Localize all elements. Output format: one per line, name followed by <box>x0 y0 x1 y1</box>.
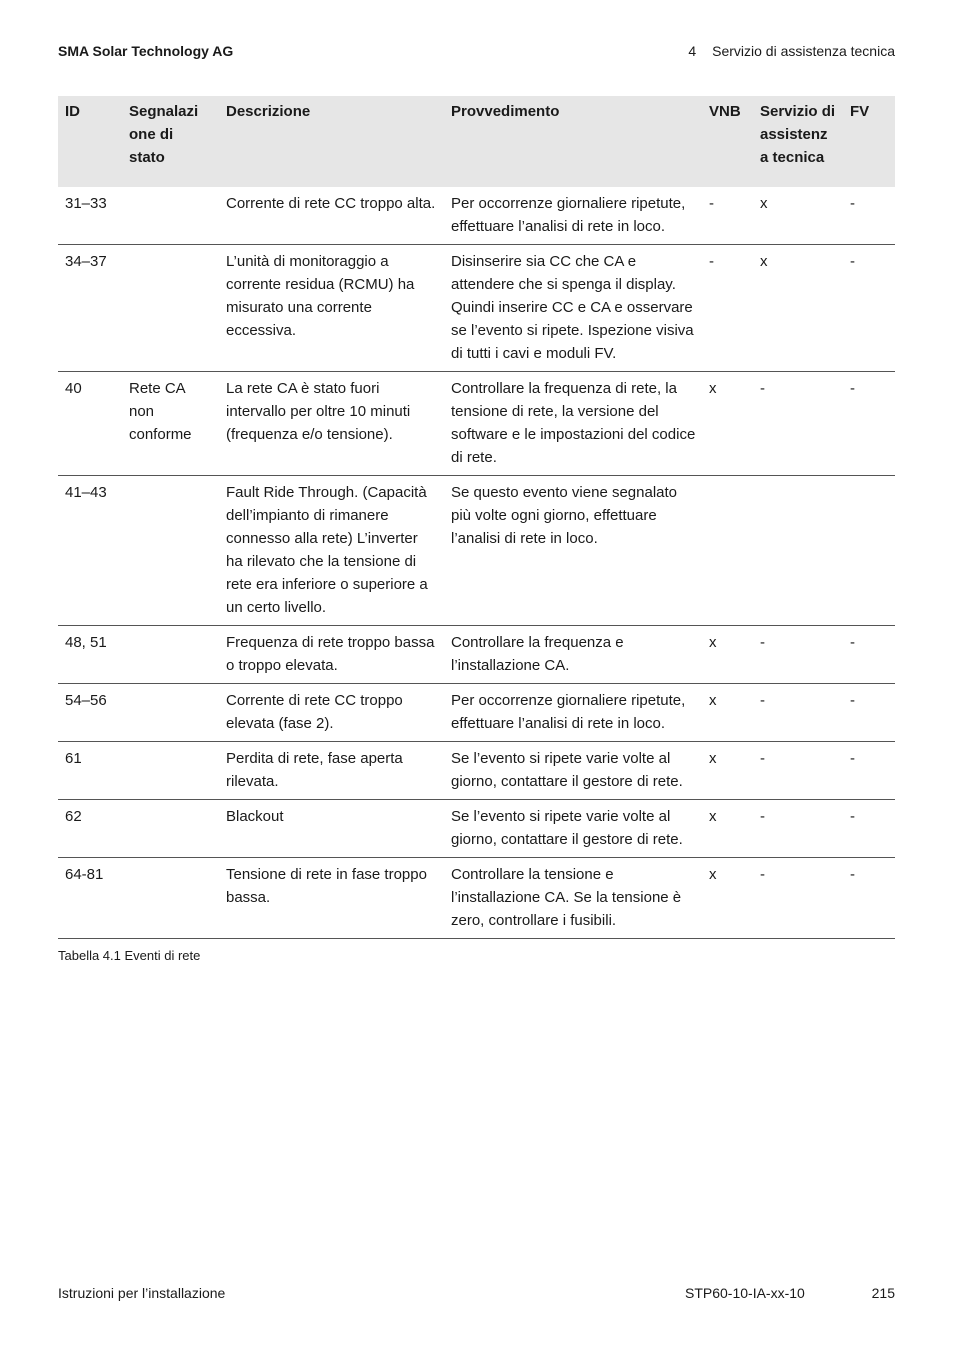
table-row <box>58 372 895 476</box>
column-header-id: ID <box>65 103 80 120</box>
cell-provvedimento: Se questo evento viene segnalato più volte ogni giorno, effettuare l’analisi di rete in loco. <box>444 476 702 626</box>
cell-servizio: - <box>753 858 843 939</box>
cell-descrizione: Perdita di rete, fase aperta rilevata. <box>219 742 444 800</box>
cell-segnalazione <box>122 245 219 372</box>
column-header-fv: FV <box>850 103 870 120</box>
cell-segnalazione: Rete CA non conforme <box>122 372 219 476</box>
cell-id: 54–56 <box>58 684 122 742</box>
cell-vnb: x <box>702 742 753 800</box>
cell-provvedimento: Per occorrenze giornaliere ripetute, effettuare l’analisi di rete in loco. <box>444 187 702 245</box>
cell-vnb: x <box>702 626 753 684</box>
cell-id: 48, 51 <box>58 626 122 684</box>
cell-fv: - <box>843 684 895 742</box>
cell-vnb: x <box>702 800 753 858</box>
table-row <box>58 800 895 858</box>
cell-vnb <box>702 476 753 626</box>
cell-servizio: - <box>753 372 843 476</box>
cell-id: 62 <box>58 800 122 858</box>
cell-provvedimento: Controllare la frequenza e l’installazione CA. <box>444 626 702 684</box>
column-header-provvedimento: Provvedimento <box>451 103 560 120</box>
cell-servizio: x <box>753 187 843 245</box>
column-header-segnalazione: Segnalazi one di stato <box>129 103 199 166</box>
cell-servizio: - <box>753 684 843 742</box>
cell-fv: - <box>843 742 895 800</box>
table-row <box>58 187 895 245</box>
cell-vnb: - <box>702 187 753 245</box>
cell-segnalazione <box>122 476 219 626</box>
cell-descrizione: Frequenza di rete troppo bassa o troppo elevata. <box>219 626 444 684</box>
table-row <box>58 684 895 742</box>
cell-servizio: x <box>753 245 843 372</box>
cell-descrizione: La rete CA è stato fuori intervallo per oltre 10 minuti (frequenza e/o tensione). <box>219 372 444 476</box>
cell-descrizione: Tensione di rete in fase troppo bassa. <box>219 858 444 939</box>
cell-provvedimento: Controllare la frequenza di rete, la tensione di rete, la versione del software e le impostazioni del codice di rete. <box>444 372 702 476</box>
footer-doc-title: Istruzioni per l’installazione <box>58 1285 226 1301</box>
cell-fv: - <box>843 187 895 245</box>
cell-fv: - <box>843 800 895 858</box>
header-section-number: 4 <box>688 43 697 59</box>
cell-id: 64-81 <box>58 858 122 939</box>
table-row <box>58 476 895 626</box>
cell-descrizione: Corrente di rete CC troppo elevata (fase 2). <box>219 684 444 742</box>
header-section-title: Servizio di assistenza tecnica <box>712 43 895 59</box>
table-caption: Tabella 4.1 Eventi di rete <box>58 948 201 963</box>
cell-fv: - <box>843 372 895 476</box>
cell-segnalazione <box>122 800 219 858</box>
cell-vnb: x <box>702 372 753 476</box>
cell-fv: - <box>843 858 895 939</box>
cell-id: 34–37 <box>58 245 122 372</box>
table-header-row <box>58 96 895 187</box>
table-row <box>58 858 895 939</box>
header-section <box>688 43 895 59</box>
cell-servizio: - <box>753 800 843 858</box>
column-header-vnb: VNB <box>709 103 741 120</box>
grid-events-table <box>58 96 895 939</box>
column-header-servizio: Servizio di assistenz a tecnica <box>760 103 836 166</box>
cell-fv: - <box>843 245 895 372</box>
cell-vnb: x <box>702 858 753 939</box>
cell-id: 61 <box>58 742 122 800</box>
cell-provvedimento: Disinserire sia CC che CA e attendere che si spenga il display. Quindi inserire CC e CA e osservare se l’evento si ripete. Ispezione visiva di tutti i cavi e moduli FV. <box>444 245 702 372</box>
cell-servizio: - <box>753 742 843 800</box>
cell-fv: - <box>843 626 895 684</box>
cell-id: 40 <box>58 372 122 476</box>
cell-segnalazione <box>122 684 219 742</box>
cell-fv <box>843 476 895 626</box>
column-header-descrizione: Descrizione <box>226 103 311 120</box>
cell-segnalazione <box>122 187 219 245</box>
table-row <box>58 626 895 684</box>
cell-provvedimento: Se l’evento si ripete varie volte al giorno, contattare il gestore di rete. <box>444 800 702 858</box>
cell-descrizione: Corrente di rete CC troppo alta. <box>219 187 444 245</box>
cell-vnb: x <box>702 684 753 742</box>
cell-descrizione: Blackout <box>219 800 444 858</box>
cell-id: 31–33 <box>58 187 122 245</box>
cell-id: 41–43 <box>58 476 122 626</box>
cell-provvedimento: Controllare la tensione e l’installazione CA. Se la tensione è zero, controllare i fusibili. <box>444 858 702 939</box>
table-row <box>58 742 895 800</box>
footer-doc-code: STP60-10-IA-xx-10 <box>685 1285 805 1301</box>
cell-descrizione: Fault Ride Through. (Capacità dell’impianto di rimanere connesso alla rete) L’inverter ha rilevato che la tensione di rete era inferiore o superiore a un certo livello. <box>219 476 444 626</box>
header-company: SMA Solar Technology AG <box>58 43 234 59</box>
cell-segnalazione <box>122 626 219 684</box>
footer-page-number: 215 <box>871 1285 895 1301</box>
cell-segnalazione <box>122 858 219 939</box>
cell-servizio <box>753 476 843 626</box>
cell-provvedimento: Per occorrenze giornaliere ripetute, effettuare l’analisi di rete in loco. <box>444 684 702 742</box>
cell-descrizione: L’unità di monitoraggio a corrente residua (RCMU) ha misurato una corrente eccessiva. <box>219 245 444 372</box>
cell-segnalazione <box>122 742 219 800</box>
table-row <box>58 245 895 372</box>
cell-servizio: - <box>753 626 843 684</box>
cell-provvedimento: Se l’evento si ripete varie volte al giorno, contattare il gestore di rete. <box>444 742 702 800</box>
cell-vnb: - <box>702 245 753 372</box>
